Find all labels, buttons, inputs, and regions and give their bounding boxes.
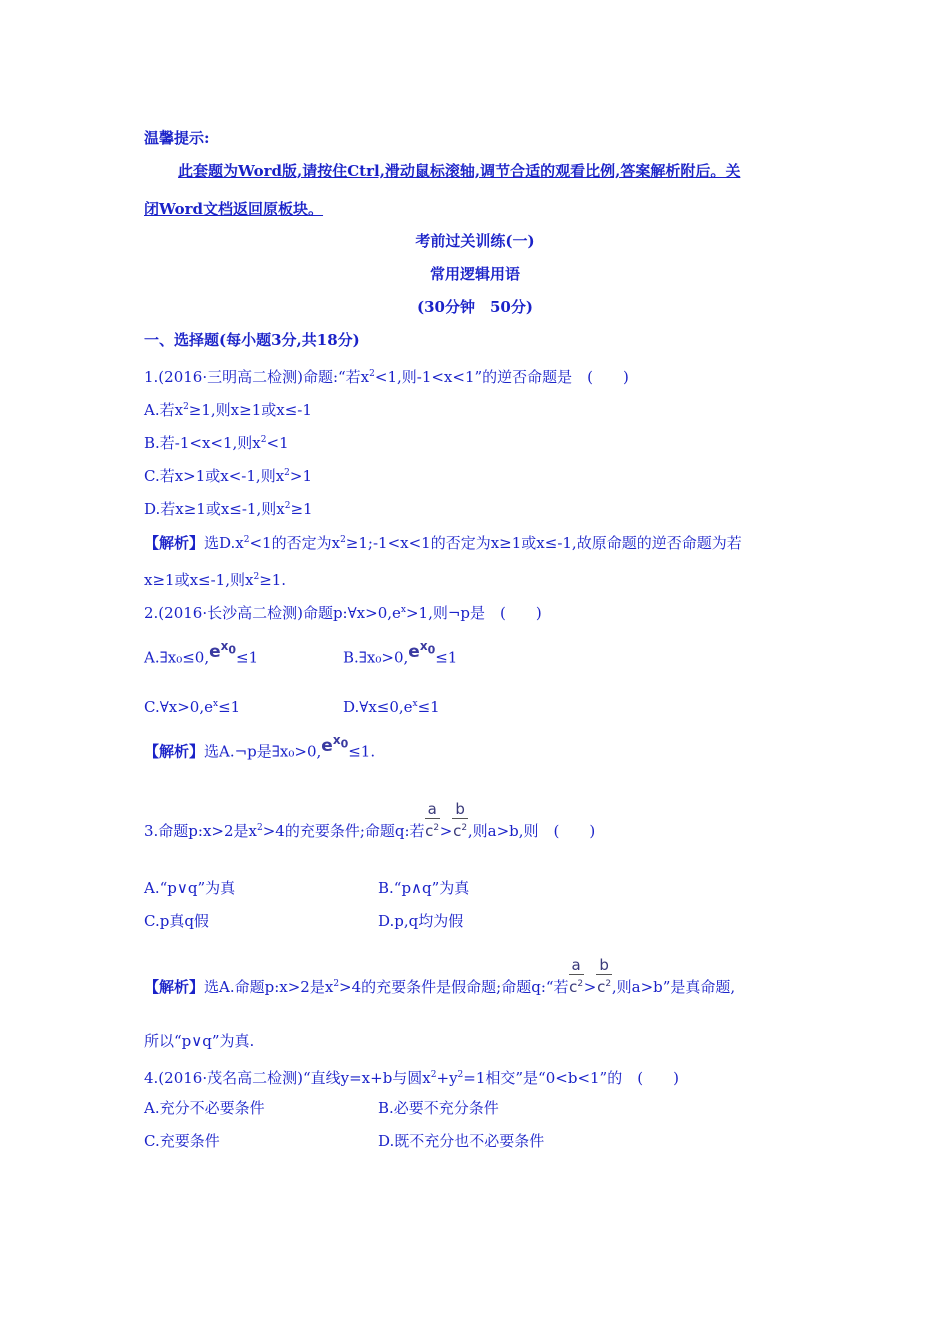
doc-subtitle: 常用逻辑用语 bbox=[429, 265, 520, 283]
q1-option-a: A.若$x^2\ge 1$,则x≥1或x≤-1 bbox=[144, 401, 312, 419]
q3-option-b: B.“p∧q”为真 bbox=[378, 879, 470, 897]
q4-stem: 4.(2016·茂名高二检测)“直线y=x+b与圆$x^2+y^2=1$相交”是“0<b<1”的 ( ) bbox=[144, 1069, 679, 1087]
notice-line-2[interactable]: 闭Word文档返回原板块。 bbox=[144, 200, 324, 218]
q4-option-c: C.充要条件 bbox=[144, 1132, 220, 1150]
fraction-a-over-c2: $\frac{a}{c^2}$ bbox=[425, 800, 440, 840]
q1-option-c: C.若x>1或x<-1,则$x^2>1$ bbox=[144, 467, 313, 485]
q1-option-d: D.若x≥1或x≤-1,则$x^2\ge 1$ bbox=[144, 500, 313, 518]
q1-stem: 1.(2016·三明高二检测)命题:“若$x^2<1$,则-1<x<1”的逆否命题是 ( ) bbox=[144, 368, 629, 386]
q2-option-d: $D.\forall x\le 0,e^x\le 1$ bbox=[343, 698, 440, 716]
q3-option-a: A.“p∨q”为真 bbox=[144, 879, 236, 897]
q1-explanation-line-1: 【解析】选$D.x^2<1$的否定为$x^2\ge 1;-1<x<1$的否定为x≥1或x≤-1,故原命题的逆否命题为若 bbox=[144, 534, 742, 552]
exp-formula: $e^{x_0}$ bbox=[321, 733, 349, 756]
notice-title: 温馨提示: bbox=[144, 129, 210, 147]
q3-stem: 3.命题p:x>2是$x^2>4$的充要条件;命题q:若 $\frac{a}{c^2}$ > $\frac{b}{c^2}$ ,则a>b,则 ( ) bbox=[144, 800, 596, 840]
q2-option-b: $B.\exists x_0>0,e^{x_0}\le 1$ bbox=[343, 639, 458, 667]
exp-formula: $e^{x_0}$ bbox=[209, 639, 237, 662]
doc-title: 考前过关训练(一) bbox=[415, 232, 535, 250]
fraction-b-over-c2: $\frac{b}{c^2}$ bbox=[597, 956, 612, 996]
fraction-b-over-c2: $\frac{b}{c^2}$ bbox=[453, 800, 468, 840]
doc-meta: (30分钟 50分) bbox=[417, 298, 533, 316]
exp-formula: $e^{x_0}$ bbox=[408, 639, 436, 662]
q2-option-c: $C.\forall x>0,e^x\le 1$ bbox=[144, 698, 241, 716]
q1-option-b: B.若-1<x<1,则$x^2<1$ bbox=[144, 434, 289, 452]
q4-option-b: B.必要不充分条件 bbox=[378, 1099, 499, 1117]
q1-explanation-line-2: x≥1或x≤-1,则$x^2\ge 1$. bbox=[144, 571, 287, 589]
fraction-a-over-c2: $\frac{a}{c^2}$ bbox=[569, 956, 584, 996]
q2-option-a: $A.\exists x_0\le 0,e^{x_0}\le 1$ bbox=[144, 639, 259, 667]
notice-line-1[interactable]: 此套题为Word版,请按住Ctrl,滑动鼠标滚轴,调节合适的观看比例,答案解析附后。关 bbox=[178, 162, 741, 180]
q2-explanation: 【解析】选A.¬p是$\exists x_0>0,e^{x_0}\le 1$. bbox=[144, 733, 376, 761]
q3-option-d: D.p,q均为假 bbox=[378, 912, 464, 930]
q2-stem: 2.(2016·长沙高二检测)命题$p:\forall x>0,e^x>1$,则¬p是 ( ) bbox=[144, 604, 542, 622]
q3-explanation-line-1: 【解析】选A.命题p:x>2是$x^2>4$的充要条件是假命题;命题q:“若 $\frac{a}{c^2}$ > $\frac{b}{c^2}$ ,则a>b”是真命题, bbox=[144, 956, 736, 996]
q4-option-d: D.既不充分也不必要条件 bbox=[378, 1132, 545, 1150]
section-heading: 一、选择题(每小题3分,共18分) bbox=[144, 331, 360, 349]
q3-explanation-line-2: 所以“p∨q”为真. bbox=[144, 1032, 255, 1050]
q4-option-a: A.充分不必要条件 bbox=[144, 1099, 265, 1117]
q3-option-c: C.p真q假 bbox=[144, 912, 209, 930]
